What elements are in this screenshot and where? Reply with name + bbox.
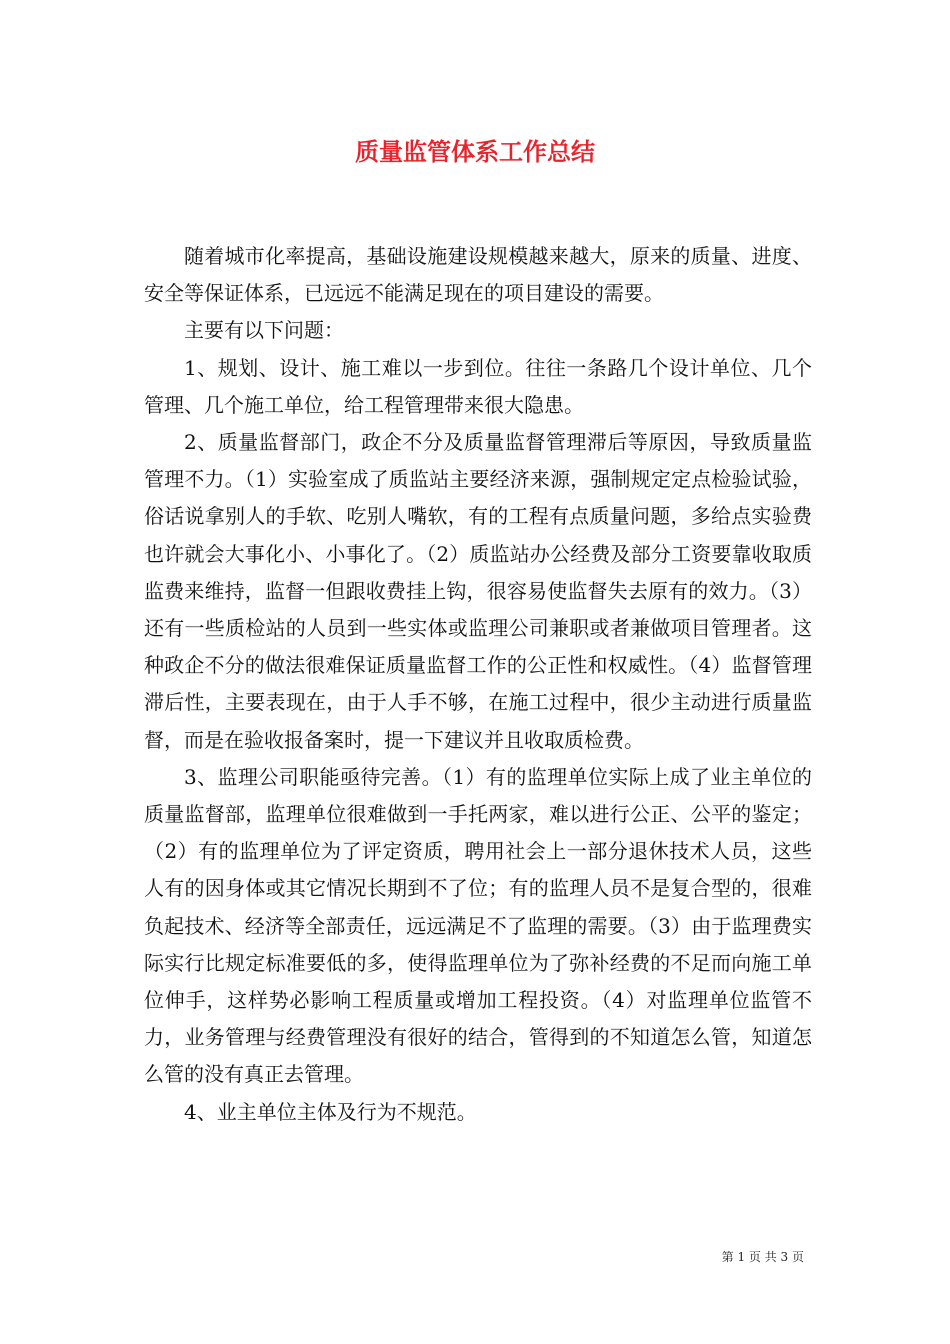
page-number-footer: 第 1 页 共 3 页 (721, 1250, 804, 1264)
paragraph-issue-2: 2、质量监督部门，政企不分及质量监督管理滞后等原因，导致质量监管理不力。（1）实验室成了质监站主要经济来源，强制规定定点检验试验，俗话说拿别人的手软、吃别人嘴软，有的工程有点质量问题，多给点实验费也许就会大事化小、小事化了。（2）质监站办公经费及部分工资要靠收取质监费来维持，监督一但跟收费挂上钩，很容易使监督失去原有的效力。（3）还有一些质检站的人员到一些实体或监理公司兼职或者兼做项目管理者。这种政企不分的做法很难保证质量监督工作的公正性和权威性。（4）监督管理滞后性，主要表现在，由于人手不够，在施工过程中，很少主动进行质量监督，而是在验收报备案时，提一下建议并且收取质检费。 (144, 430, 812, 752)
paragraph-issue-1: 1、规划、设计、施工难以一步到位。往往一条路几个设计单位、几个管理、几个施工单位，给工程管理带来很大隐患。 (144, 355, 812, 417)
paragraph-intro: 随着城市化率提高，基础设施建设规模越来越大，原来的质量、进度、安全等保证体系，已远远不能满足现在的项目建设的需要。 (144, 244, 812, 306)
page-title: 质量监管体系工作总结 (355, 137, 595, 166)
paragraph-issues-heading: 主要有以下问题： (184, 318, 344, 343)
document-body (144, 238, 812, 1131)
paragraph-issue-3: 3、监理公司职能亟待完善。（1）有的监理单位实际上成了业主单位的质量监督部，监理单位很难做到一手托两家，难以进行公正、公平的鉴定；（2）有的监理单位为了评定资质，聘用社会上一部分退休技术人员，这些人有的因身体或其它情况长期到不了位；有的监理人员不是复合型的，很难负起技术、经济等全部责任，远远满足不了监理的需要。（3）由于监理费实际实行比规定标准要低的多，使得监理单位为了弥补经费的不足而向施工单位伸手，这样势必影响工程质量或增加工程投资。（4）对监理单位监管不力，业务管理与经费管理没有很好的结合，管得到的不知道怎么管，知道怎么管的没有真正去管理。 (144, 764, 812, 1087)
paragraph-issue-4: 4、业主单位主体及行为不规范。 (184, 1099, 477, 1124)
